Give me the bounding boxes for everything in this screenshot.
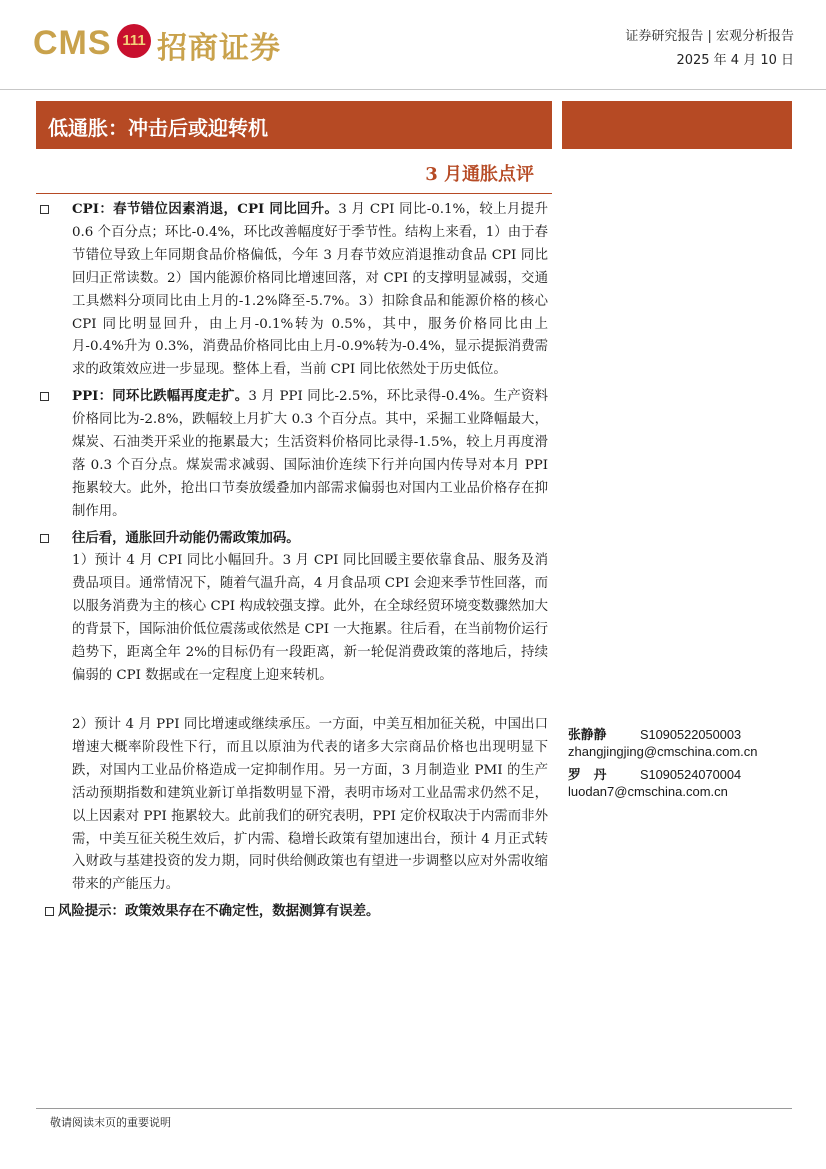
footer-divider: [36, 1108, 792, 1109]
page-title: 低通胀：冲击后或迎转机: [48, 116, 268, 140]
author-info: [568, 764, 741, 783]
author-info: [568, 724, 741, 743]
section-lead: 往后看，通胀回升动能仍需政策加码。: [72, 530, 300, 546]
section-lead: CPI：春节错位因素消退，CPI 同比回升。: [72, 201, 339, 217]
risk-warning: 风险提示：政策效果存在不确定性，数据测算有误差。: [58, 903, 380, 919]
author-name: 张静静: [568, 728, 607, 743]
header-divider: [0, 89, 826, 90]
author-email[interactable]: zhangjingjing@cmschina.com.cn: [568, 744, 758, 759]
outlook-ppi-paragraph: 2）预计 4 月 PPI 同比增速或继续承压。一方面，中美互相加征关税，中国出口增速大概率阶段性下行，而且以原油为代表的诸多大宗商品价格也出现明显下跌，对国内工业品价格造成一定抑制作用。另一方面，3 月制造业 PMI 的生产活动预期指数和建筑业新订单指数明显下滑，表明市场对工业品需求仍然不足，以上因素对 PPI 拖累较大。此前我们的研究表明，PPI 定价权取决于内需而非外需，中美互征关税生效后，扩内需、稳增长政策有望加速出台，预计 4 月正式转入财政与基建投资的发力期，同时供给侧政策也有望进一步调整以应对外需收缩带来的产能压力。: [72, 717, 548, 893]
section-body: 3 月 CPI 同比-0.1%，较上月提升 0.6 个百分点；环比-0.4%，环比改善幅度好于季节性。结构上来看，1）由于春节错位导致上年同期食品价格偏低，今年 3 月春节效应消退推动食品 CPI 同比回归正常读数。2）国内能源价格同比增速回落，对 CPI 的支撑明显减弱，交通工具燃料分项同比由上月的-1.2%降至-5.7%。3）扣除食品和能源价格的核心 CPI 同比明显回升，由上月-0.1%转为 0.5%，其中，服务价格同比由上月-0.4%升为 0.3%，消费品价格同比由上月-0.9%转为-0.4%，显示提振消费需求的政策效应进一步显现。整体上看，当前 CPI 同比依然处于历史低位。: [72, 202, 548, 378]
author-name: 罗 丹: [568, 768, 607, 783]
bullet-box-icon: [40, 392, 49, 401]
section-body: 3 月 PPI 同比-2.5%，环比录得-0.4%。生产资料价格同比为-2.8%，跌幅较上月扩大 0.3 个百分点。其中，采掘工业降幅最大，煤炭、石油类开采业的拖累最大；生活资料价格同比录得-1.5%，较上月再度滑落 0.3 个百分点。煤炭需求减弱、国际油价连续下行并向国内传导对本月 PPI 拖累较大。此外，抢出口节奏放缓叠加内部需求偏弱也对国内工业品价格存在抑制作用。: [72, 389, 548, 519]
bullet-box-icon: [40, 534, 49, 543]
page-subtitle: 3 月通胀点评: [425, 164, 534, 185]
logo-badge-icon: 111: [117, 24, 151, 58]
report-date: 2025 年 4 月 10 日: [676, 53, 794, 68]
bullet-box-icon: [45, 907, 54, 916]
logo-latin: CMS: [33, 24, 112, 62]
subtitle-divider: [36, 193, 552, 194]
section-ppi: [40, 385, 548, 523]
section-cpi: [40, 198, 548, 382]
footer-note: 敬请阅读末页的重要说明: [50, 1116, 171, 1129]
section-lead: PPI：同环比跌幅再度走扩。: [72, 388, 249, 404]
title-band: [36, 101, 552, 149]
section-outlook: [40, 527, 548, 551]
report-type: 证券研究报告 | 宏观分析报告: [625, 29, 794, 44]
author-license: S1090522050003: [640, 727, 742, 742]
side-band: [562, 101, 792, 149]
outlook-cpi-paragraph: 1）预计 4 月 CPI 同比小幅回升。3 月 CPI 同比回暖主要依靠食品、服务及消费品项目。通常情况下，随着气温升高，4 月食品项 CPI 会迎来季节性回落，而以服务消费为主的核心 CPI 构成较强支撑。此外，在全球经贸环境变数骤然加大的背景下，国际油价低位震荡或依然是 CPI 一大拖累。往后看，在当前物价运行趋势下，距离全年 2%的目标仍有一段距离，新一轮促消费政策的落地后，持续偏弱的 CPI 数据或在一定程度上迎来转机。: [72, 553, 548, 683]
author-email[interactable]: luodan7@cmschina.com.cn: [568, 784, 728, 799]
section-risk: [40, 900, 548, 924]
company-logo: [33, 22, 283, 64]
bullet-box-icon: [40, 205, 49, 214]
author-license: S1090524070004: [640, 767, 742, 782]
logo-chinese: 招商证券: [157, 31, 281, 66]
